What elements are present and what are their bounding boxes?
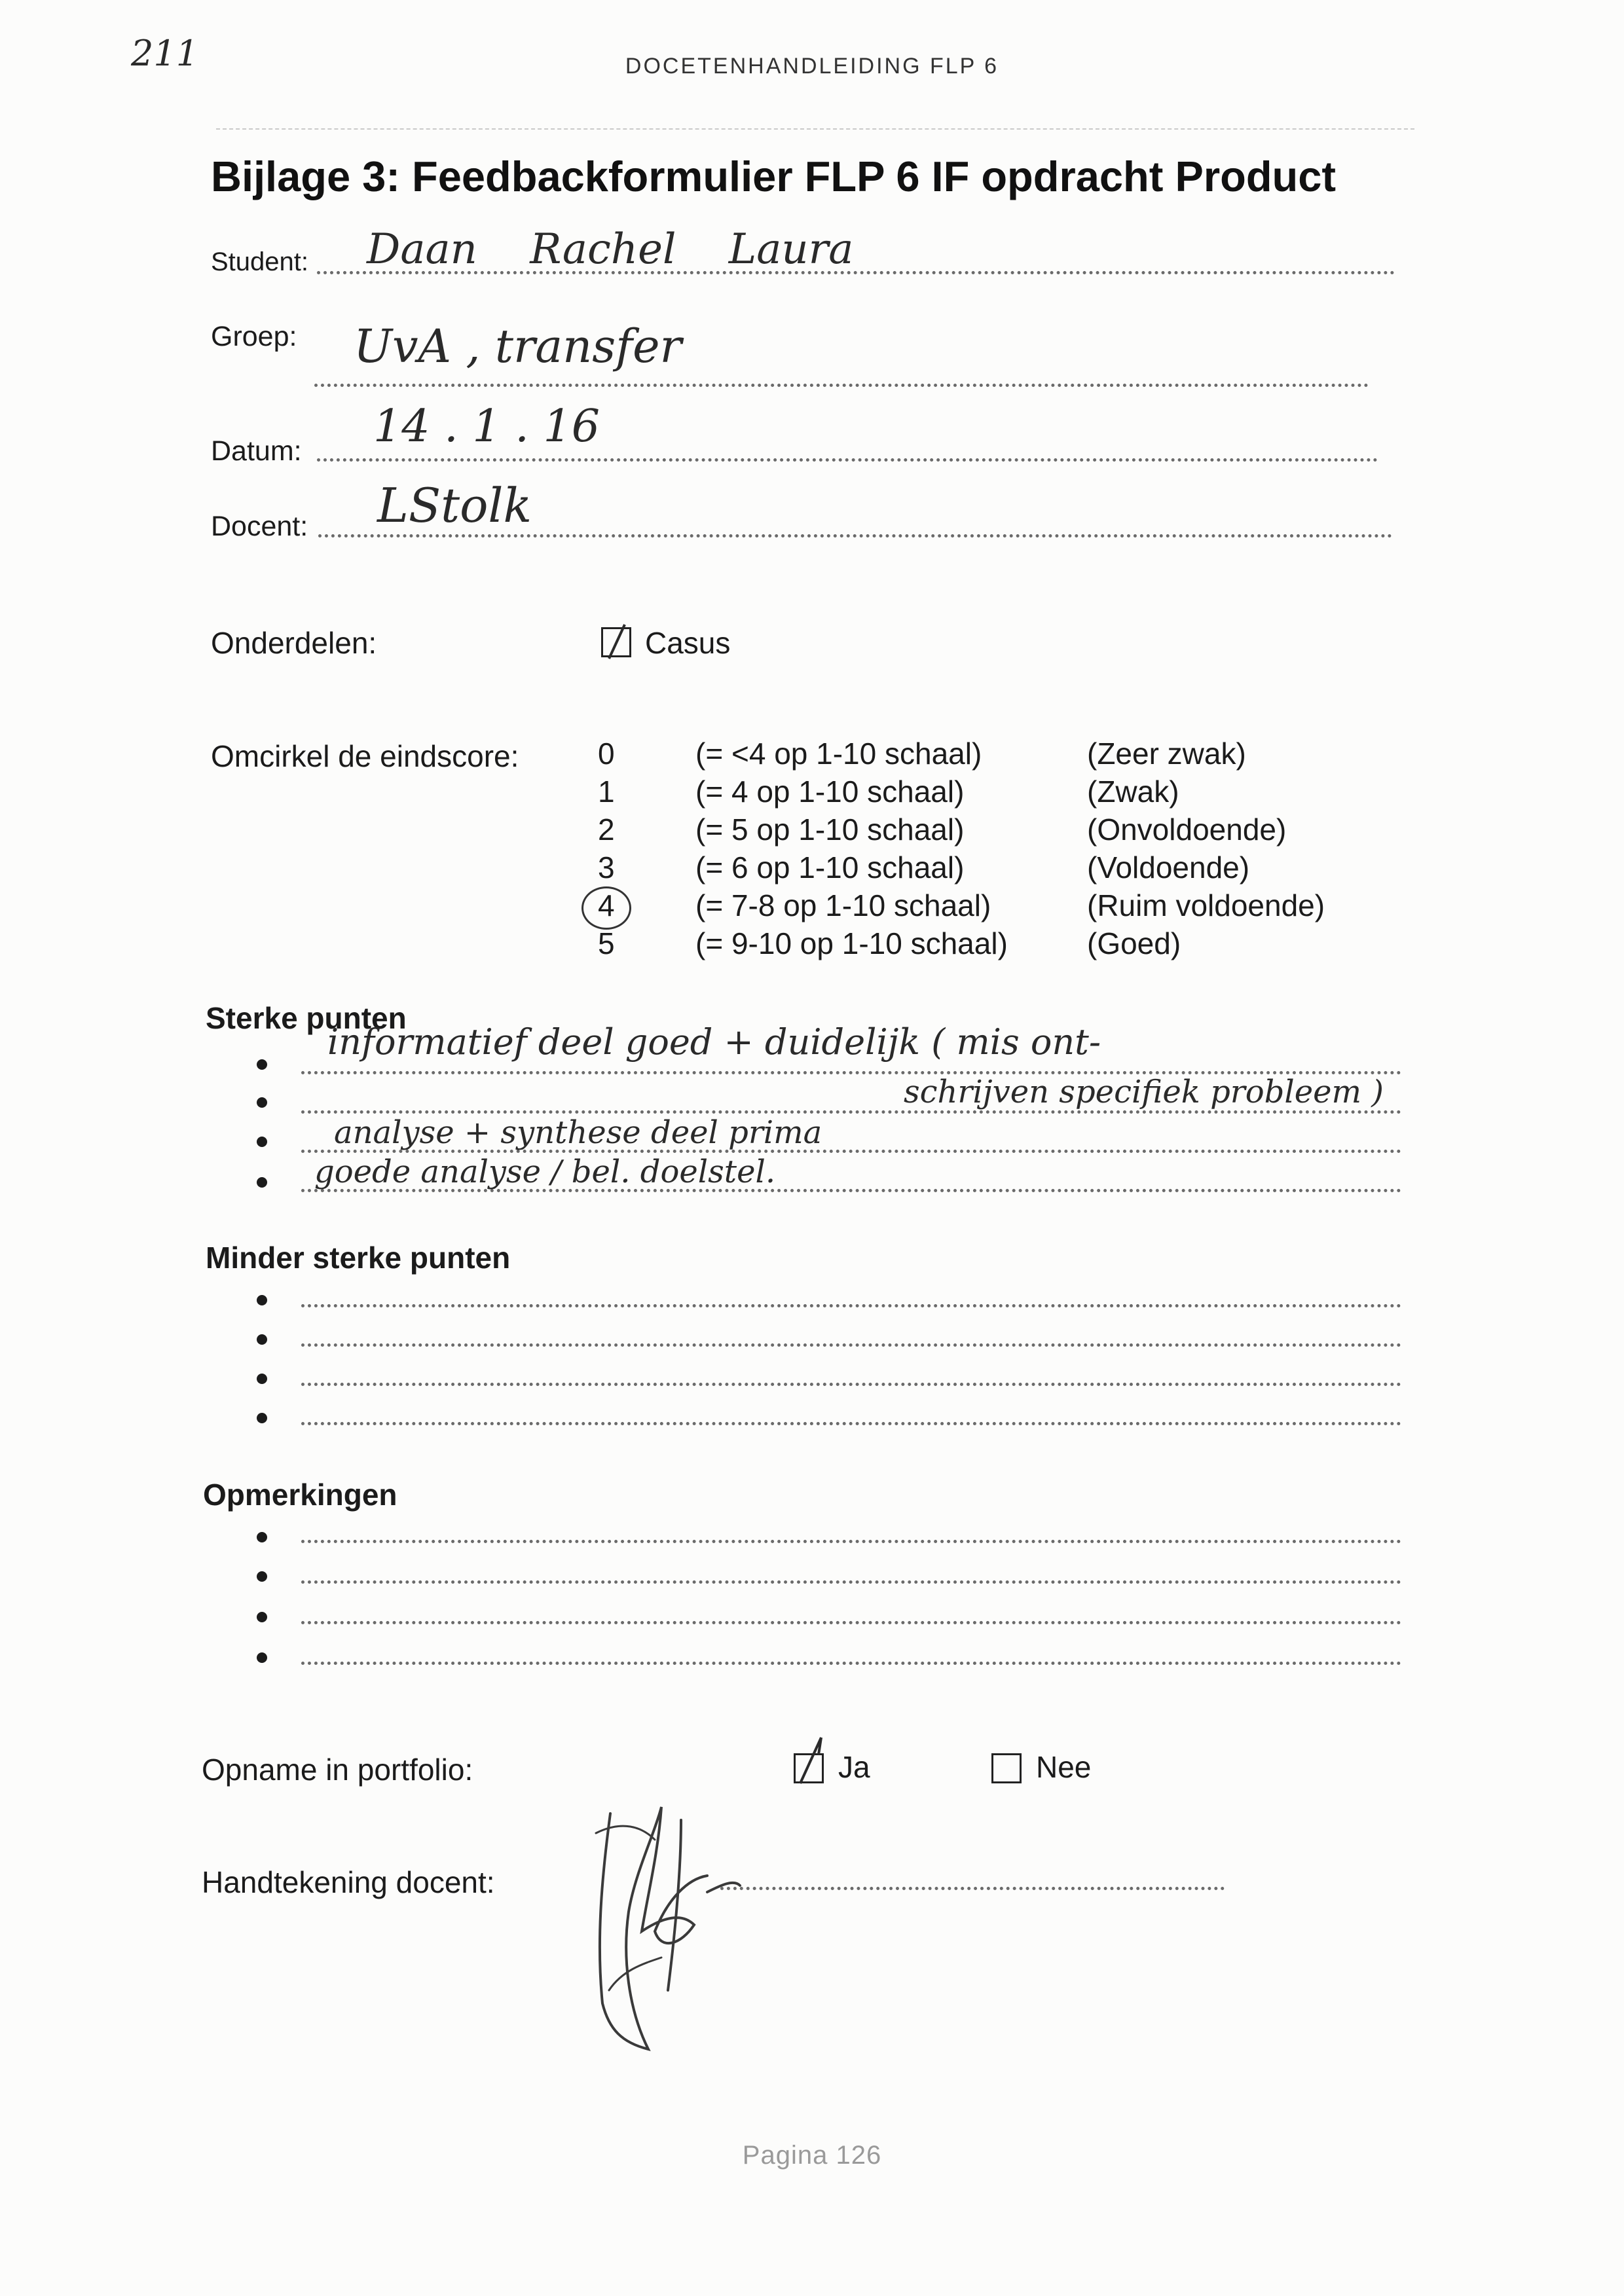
score-desc-5: (Goed) [1087, 926, 1181, 960]
document-header: DOCETENHANDLEIDING FLP 6 [625, 54, 999, 79]
score-scale-3: (= 6 op 1-10 schaal) [695, 850, 965, 884]
portfolio-nee-label: Nee [1036, 1750, 1092, 1784]
sterke-text-4[interactable]: goede analyse / bel. doelstel. [314, 1154, 776, 1190]
bullet [257, 1532, 267, 1542]
opmerkingen-heading: Opmerkingen [203, 1478, 397, 1512]
portfolio-nee-checkbox[interactable] [991, 1753, 1022, 1783]
score-label: Omcirkel de eindscore: [211, 739, 519, 773]
sterke-text-1[interactable]: informatief deel goed + duidelijk ( mis ont- [327, 1021, 1101, 1063]
bullet [257, 1137, 267, 1147]
groep-line [314, 384, 1369, 387]
casus-label: Casus [645, 626, 731, 660]
sterke-text-3[interactable]: analyse + synthese deel prima [334, 1114, 822, 1151]
score-desc-0: (Zeer zwak) [1087, 737, 1246, 771]
datum-line [317, 458, 1378, 462]
score-2[interactable]: 2 [598, 812, 615, 847]
score-3[interactable]: 3 [598, 850, 615, 884]
docent-line [318, 534, 1392, 538]
opmerkingen-line-1[interactable] [301, 1540, 1401, 1543]
bullet [257, 1059, 267, 1070]
score-desc-2: (Onvoldoende) [1087, 812, 1287, 847]
datum-label: Datum: [211, 435, 302, 467]
bullet [257, 1571, 267, 1582]
bullet [257, 1374, 267, 1384]
bullet [257, 1652, 267, 1663]
score-desc-3: (Voldoende) [1087, 850, 1250, 884]
minder-line-2[interactable] [301, 1343, 1401, 1347]
bullet [257, 1413, 267, 1423]
portfolio-label: Opname in portfolio: [202, 1753, 473, 1787]
corner-note: 211 [131, 33, 199, 74]
docent-value[interactable]: LStolk [377, 478, 532, 533]
handtekening-line[interactable] [720, 1887, 1225, 1890]
casus-check-mark [601, 623, 634, 660]
sterke-punten-heading: Sterke punten [206, 1001, 407, 1035]
score-scale-1: (= 4 op 1-10 schaal) [695, 774, 965, 809]
portfolio-ja-check-mark [792, 1735, 829, 1787]
bullet [257, 1097, 267, 1108]
groep-label: Groep: [211, 321, 297, 352]
datum-value[interactable]: 14 . 1 . 16 [373, 401, 600, 452]
signature-drawing [583, 1794, 753, 2056]
bullet [257, 1177, 267, 1188]
bullet [257, 1334, 267, 1345]
bullet [257, 1612, 267, 1622]
onderdelen-label: Onderdelen: [211, 626, 377, 660]
handtekening-label: Handtekening docent: [202, 1865, 495, 1899]
score-scale-4: (= 7-8 op 1-10 schaal) [695, 888, 991, 922]
docent-label: Docent: [211, 511, 308, 542]
page-number: Pagina 126 [742, 2141, 882, 2170]
score-scales [695, 735, 1008, 962]
score-0[interactable]: 0 [598, 737, 615, 771]
score-desc-1: (Zwak) [1087, 774, 1179, 809]
page-title: Bijlage 3: Feedbackformulier FLP 6 IF opdracht Product [211, 153, 1337, 200]
score-4[interactable]: 4 [598, 888, 615, 922]
score-scale-2: (= 5 op 1-10 schaal) [695, 812, 965, 847]
bullet [257, 1295, 267, 1305]
header-divider [216, 128, 1414, 130]
groep-value[interactable]: UvA , transfer [354, 319, 682, 373]
minder-sterke-punten-heading: Minder sterke punten [206, 1241, 511, 1275]
minder-line-3[interactable] [301, 1383, 1401, 1386]
sterke-line-2 [301, 1110, 1401, 1114]
sterke-text-2[interactable]: schrijven specifiek probleem ) [904, 1074, 1384, 1110]
score-1[interactable]: 1 [598, 774, 615, 809]
student-label: Student: [211, 247, 309, 276]
student-value[interactable]: Daan Rachel Laura [367, 225, 854, 274]
opmerkingen-line-4[interactable] [301, 1662, 1401, 1665]
score-desc-4: (Ruim voldoende) [1087, 888, 1325, 922]
score-5[interactable]: 5 [598, 926, 615, 960]
opmerkingen-line-3[interactable] [301, 1621, 1401, 1624]
portfolio-ja-label: Ja [838, 1750, 870, 1784]
minder-line-4[interactable] [301, 1422, 1401, 1425]
score-scale-5: (= 9-10 op 1-10 schaal) [695, 926, 1008, 960]
selected-score-circle [581, 886, 631, 930]
minder-line-1[interactable] [301, 1304, 1401, 1307]
score-scale-0: (= <4 op 1-10 schaal) [695, 737, 982, 771]
score-descriptions [1087, 735, 1325, 962]
opmerkingen-line-2[interactable] [301, 1580, 1401, 1584]
